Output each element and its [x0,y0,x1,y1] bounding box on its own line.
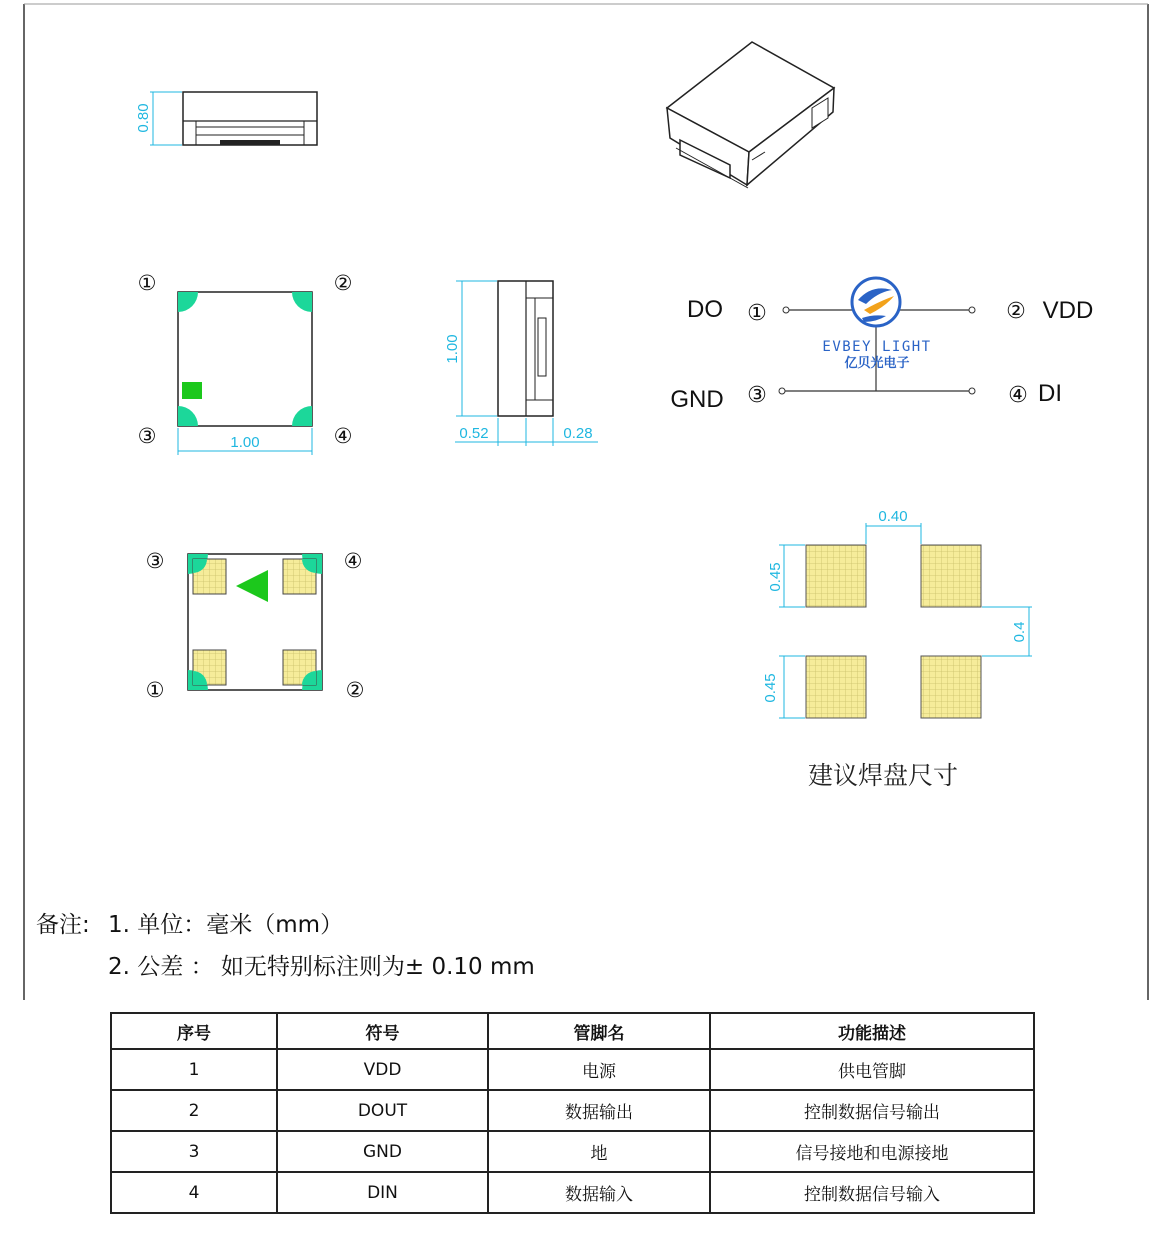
pad-gap-h-label: 0.40 [878,508,908,525]
side-height-label: 0.80 [135,103,152,133]
pad-layout [762,508,1032,790]
schematic-pin2-name: VDD [1042,297,1094,324]
bottom-pin-num-top-left: ③ [145,549,165,573]
cell-index: 3 [111,1131,277,1172]
cell-function: 控制数据信号输入 [710,1172,1034,1213]
header-index: 序号 [111,1013,277,1049]
cell-pin-name: 地 [488,1131,710,1172]
header-function: 功能描述 [710,1013,1034,1049]
schematic-pin3-name: GND [670,386,724,413]
side-view-right [444,281,598,446]
cell-pin-name: 数据输出 [488,1090,710,1131]
cell-symbol: VDD [277,1049,488,1090]
cell-function: 供电管脚 [710,1049,1034,1090]
pin-num-bottom-left: ③ [137,424,157,448]
bottom-view [146,549,365,702]
pad-height-bottom-label: 0.45 [762,673,779,703]
notes-line-2: 2. 公差 ： 如无特别标注则为± 0.10 mm [108,954,535,980]
schematic-pin1-num: ① [747,301,767,326]
pin-num-bottom-right: ④ [333,424,353,448]
cell-index: 4 [111,1172,277,1213]
schematic-pin4-name: DI [1038,380,1062,407]
logo-text-en: EVBEY LIGHT [822,339,932,355]
notes-prefix: 备注: [36,912,90,938]
notes-line-1: 1. 单位：毫米（mm） [108,912,344,938]
bottom-pin-num-top-right: ④ [343,549,363,573]
table-row [111,1090,1034,1131]
isometric-view [667,42,834,188]
table-row [111,1131,1034,1172]
cell-index: 2 [111,1090,277,1131]
cell-pin-name: 电源 [488,1049,710,1090]
front-width-label: 1.00 [230,434,260,451]
bottom-pin-num-bottom-right: ② [345,678,365,702]
side-dim-right: 0.28 [563,425,593,442]
schematic-pin3-num: ③ [747,383,767,408]
pad-layout-caption: 建议焊盘尺寸 [807,761,959,790]
side-view-top [135,92,317,145]
cell-index: 1 [111,1049,277,1090]
front-view [138,271,353,455]
cell-symbol: DIN [277,1172,488,1213]
table-row [111,1172,1034,1213]
brand-logo [822,278,931,371]
bottom-pin-num-bottom-left: ① [145,678,165,702]
cell-pin-name: 数据输入 [488,1172,710,1213]
header-symbol: 符号 [277,1013,488,1049]
table-row [111,1049,1034,1090]
cell-function: 信号接地和电源接地 [710,1131,1034,1172]
pad-height-top-label: 0.45 [767,562,784,592]
schematic-pin4-num: ④ [1008,383,1028,408]
schematic-pin1-name: DO [687,296,723,323]
pin-num-top-right: ② [333,271,353,295]
table-header-row [111,1013,1034,1049]
cell-function: 控制数据信号输出 [710,1090,1034,1131]
schematic-pin2-num: ② [1006,299,1026,324]
side-height-label-2: 1.00 [444,334,461,364]
pad-gap-v-label: 0.4 [1011,621,1028,643]
header-pin-name: 管脚名 [488,1013,710,1049]
cell-symbol: GND [277,1131,488,1172]
pin-num-top-left: ① [137,271,157,295]
pin-table [110,1012,1035,1214]
cell-symbol: DOUT [277,1090,488,1131]
logo-text-cn: 亿贝光电子 [844,356,910,371]
side-dim-left: 0.52 [459,425,489,442]
